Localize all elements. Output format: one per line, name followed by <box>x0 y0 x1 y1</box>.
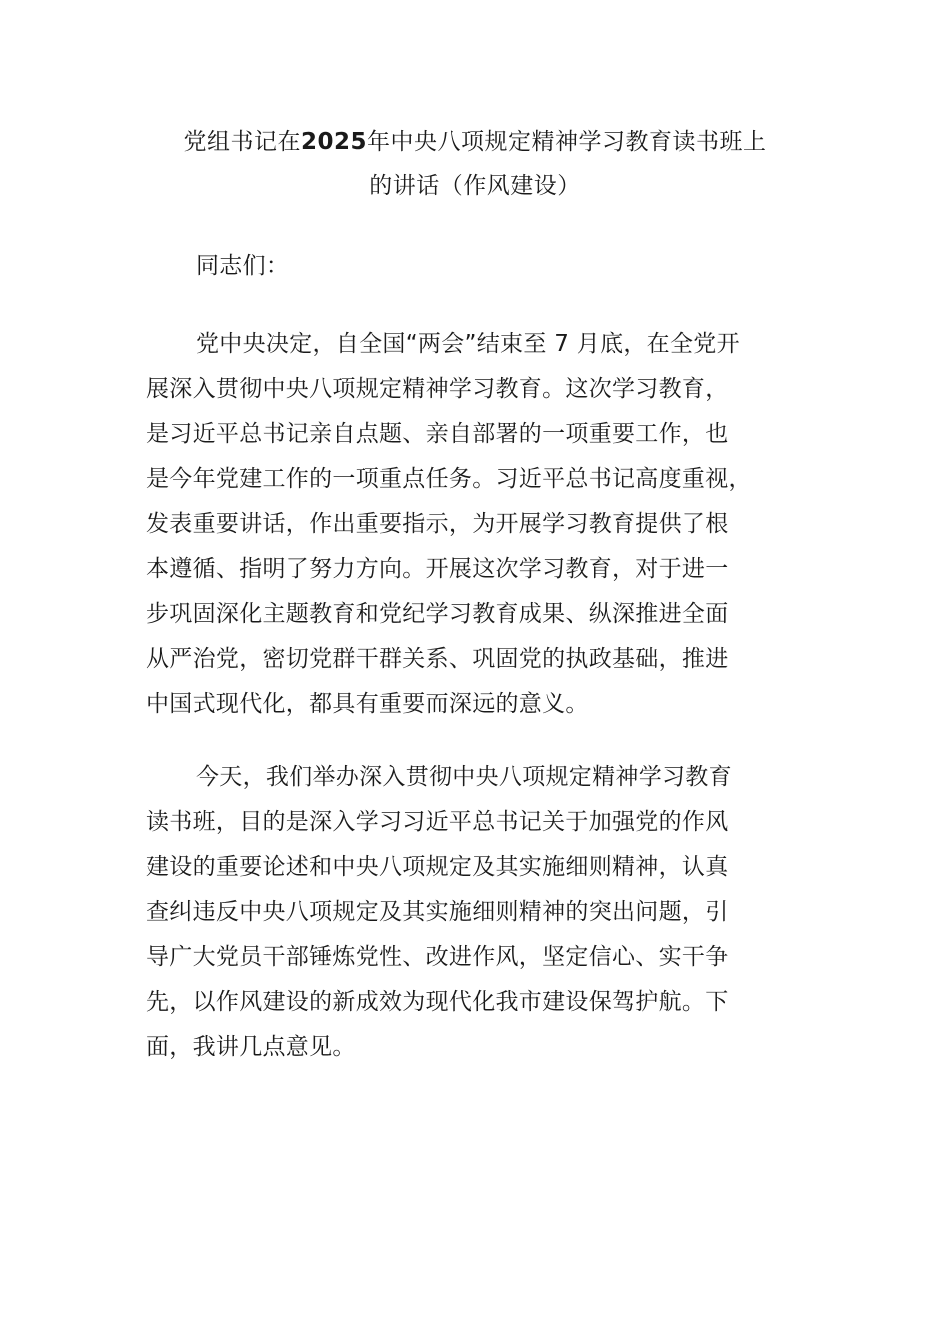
paragraph-2-line: 建设的重要论述和中央八项规定及其实施细则精神，认真 <box>146 854 729 880</box>
paragraph-1-line: 步巩固深化主题教育和党纪学习教育成果、纵深推进全面 <box>146 601 729 627</box>
paragraph-1-line: 发表重要讲话，作出重要指示，为开展学习教育提供了根 <box>146 511 729 537</box>
salutation: 同志们： <box>196 253 290 279</box>
title-line-2: 的讲话（作风建设） <box>369 173 581 199</box>
paragraph-1-line: 党中央决定，自全国“两会”结束至 7 月底，在全党开 <box>196 331 740 357</box>
paragraph-1-line: 从严治党，密切党群干群关系、巩固党的执政基础，推进 <box>146 646 729 672</box>
paragraph-1-line: 中国式现代化，都具有重要而深远的意义。 <box>146 691 589 717</box>
title-prefix: 党组书记在 <box>183 129 301 155</box>
paragraph-2-line: 今天，我们举办深入贯彻中央八项规定精神学习教育 <box>196 764 732 790</box>
paragraph-1-line: 本遵循、指明了努力方向。开展这次学习教育，对于进一 <box>146 556 729 582</box>
paragraph-1 <box>146 322 806 727</box>
paragraph-2-line: 面，我讲几点意见。 <box>146 1034 356 1060</box>
paragraph-2-line: 读书班，目的是深入学习习近平总书记关于加强党的作风 <box>146 809 729 835</box>
title-year: 2025 <box>300 129 367 155</box>
paragraph-2 <box>146 755 806 1070</box>
document-title <box>130 120 820 208</box>
paragraph-1-line: 是习近平总书记亲自点题、亲自部署的一项重要工作，也 <box>146 421 729 447</box>
paragraph-1-line: 是今年党建工作的一项重点任务。习近平总书记高度重视， <box>146 466 752 492</box>
paragraph-2-line: 先，以作风建设的新成效为现代化我市建设保驾护航。下 <box>146 989 729 1015</box>
title-line-1 <box>130 120 820 164</box>
paragraph-2-line: 查纠违反中央八项规定及其实施细则精神的突出问题，引 <box>146 899 729 925</box>
title-line1-suffix: 年中央八项规定精神学习教育读书班上 <box>367 129 767 155</box>
paragraph-1-line: 展深入贯彻中央八项规定精神学习教育。这次学习教育， <box>146 376 729 402</box>
paragraph-2-line: 导广大党员干部锤炼党性、改进作风，坚定信心、实干争 <box>146 944 729 970</box>
